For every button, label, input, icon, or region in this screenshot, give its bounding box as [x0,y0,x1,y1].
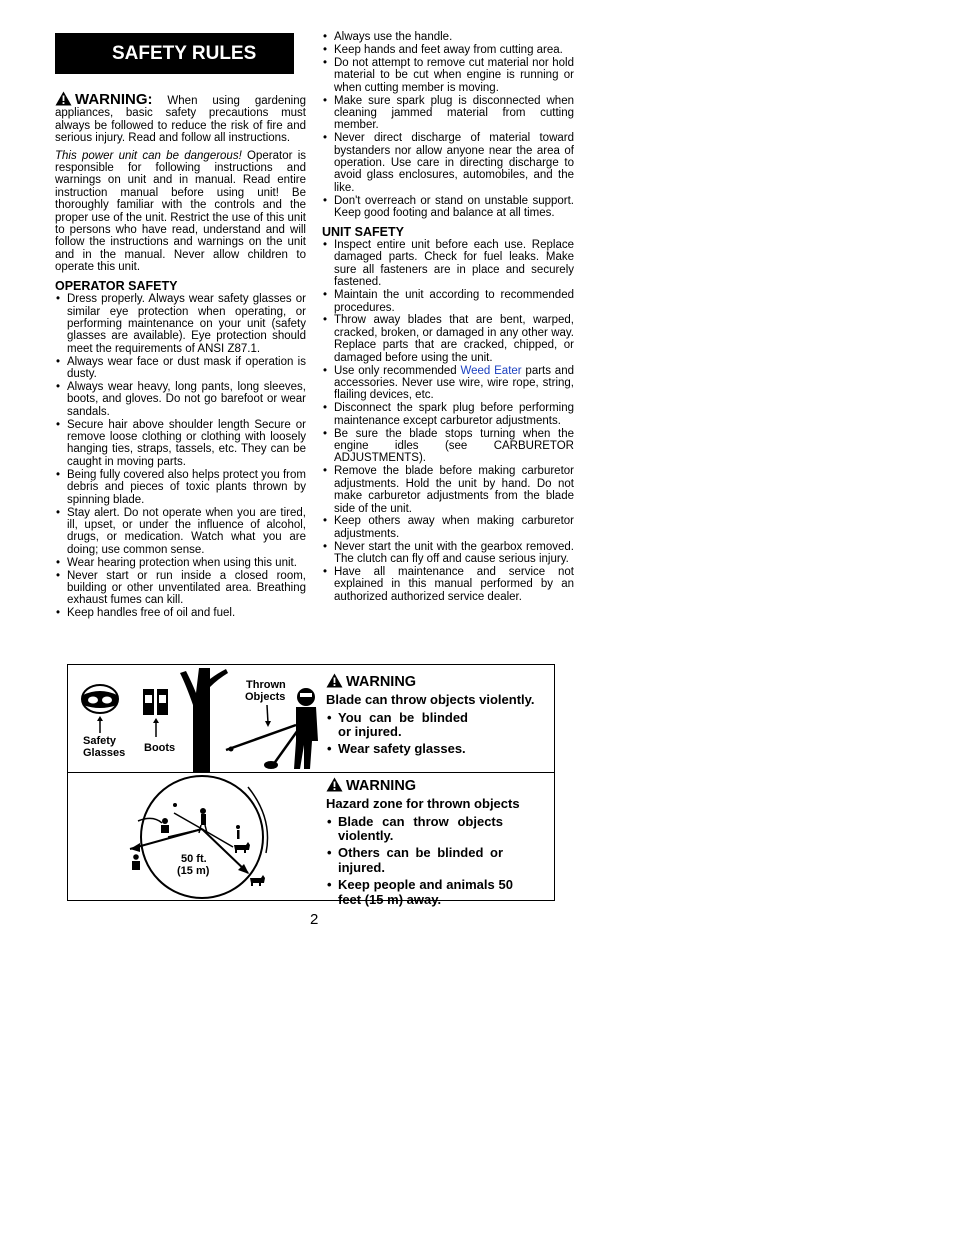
unit-safety-list [322,239,574,603]
list-item: • Never start the unit with the gearbox removed. The clutch can fly off and cause serious injury. [322,541,574,566]
warning-label: WARNING: [75,91,153,108]
list-item: • Have all maintenance and service not explained in this manual performed by an authorized authorized service dealer. [322,566,574,603]
warning-title [326,777,551,794]
list-item: • Secure hair above shoulder length Secure or remove loose clothing or clothing with loosely hanging ties, straps, tassels, etc. They can be caught in moving parts. [55,419,306,469]
list-item: • Remove the blade before making carburetor adjustments. Hold the unit by hand. Do not make carburetor adjustments from the blade side of the unit. [322,465,574,515]
thrown-label: Thrown [246,679,286,691]
distance-label-ft: 50 ft. [181,853,207,865]
person-icon [236,825,240,839]
list-item: • Being fully covered also helps protect you from debris and pieces of toxic plants thrown by spinning blade. [55,469,306,506]
tree-icon [180,668,228,772]
person-icon [132,854,140,870]
page-title: SAFETY RULES [55,33,294,74]
list-item: • Keep people and animals 50 feet (15 m) away. [326,878,513,908]
operator-safety-list [55,293,306,620]
list-item: • Never start or run inside a closed room, building or other unventilated area. Breathing exhaust fumes can kill. [55,570,306,607]
recommended-post: parts and accessories. Never use wire, wire rope, string, flailing devices, etc. [334,364,574,402]
list-item: • Inspect entire unit before each use. Replace damaged parts. Check for fuel leaks. Make sure all fasteners are in place and securely fastened. [322,239,574,289]
boots-label: Boots [144,742,176,754]
warning-intro [55,91,306,145]
warning-title-text: WARNING [346,778,417,794]
right-column [322,31,574,604]
weed-eater-link[interactable]: Weed Eater [460,364,522,377]
left-column [55,33,306,620]
list-item: • Others can be blinded or injured. [326,846,503,876]
glasses-label: Glasses [83,747,126,759]
warning-subtitle: Blade can throw objects violently. [326,691,535,707]
list-item: • Dress properly. Always wear safety glasses or similar eye protection when operating, or performing maintenance on your unit (safety glasses are available). Eye protection should meet the requirements of ANSI Z87.1. [55,293,306,355]
danger-text: Operator is responsible for following instructions and warnings on unit and in manual. Read entire instruction manual before using unit! Be thoroughly familiar with the controls and the proper use of the unit. Restrict the use of this unit to persons who have read, understand and will follow the instructions and warnings on the unit and in the manual. Never allow children to operate this unit. [55,149,306,274]
warning-intro-text: When using gardening appliances, basic safety precautions must always be followed to reduce the risk of fire and serious injury. Read and follow all instructions. [55,95,306,145]
page-number: 2 [310,911,319,928]
list-item: • Keep handles free of oil and fuel. [55,607,306,619]
dog-icon [250,875,265,886]
warning-panel-eye [326,673,551,759]
warning-panel-hazard [326,777,551,909]
warning-list [326,711,551,757]
safety-warning-figure [67,664,555,907]
danger-italic: This power unit can be dangerous! [55,149,242,162]
list-item: • Wear hearing protection when using this unit. [55,557,306,569]
warning-subtitle: Hazard zone for thrown objects [326,795,520,811]
list-item: • Wear safety glasses. [326,742,551,757]
warning-triangle-icon [55,91,72,106]
warning-triangle-icon [326,777,343,792]
boots-icon [143,689,168,737]
list-item: • Always wear face or dust mask if operation is dusty. [55,356,306,381]
general-safety-list [322,31,574,220]
list-item: • Blade can throw objects violently. [326,815,503,845]
list-item: • Maintain the unit according to recommended procedures. [322,289,574,314]
list-item: • Don't overreach or stand on unstable support. Keep good footing and balance at all times. [322,195,574,220]
unit-safety-heading: UNIT SAFETY [322,224,404,239]
hazard-zone-illustration [68,773,326,900]
danger-paragraph [55,150,306,274]
list-item: • Keep hands and feet away from cutting area. [322,44,574,56]
dog-icon [234,842,250,853]
list-item: • Keep others away when making carburetor adjustments. [322,515,574,540]
list-item: • You can be blinded or injured. [326,711,468,741]
list-item-recommended-parts [322,365,574,402]
distance-label-m: (15 m) [177,865,210,877]
objects-label: Objects [245,691,286,703]
safety-glasses-icon [82,685,118,733]
safety-label: Safety [83,735,117,747]
list-item: • Throw away blades that are bent, warped, cracked, broken, or damaged in any other way. Replace parts that are cracked, chipped, or damaged before using the unit. [322,314,574,364]
list-item: • Stay alert. Do not operate when you are tired, ill, upset, or under the influence of alcohol, drugs, or medication. Watch what you are doing; use common sense. [55,507,306,557]
list-item: • Make sure spark plug is disconnected when cleaning jammed material from cutting member. [322,95,574,132]
warning-title [326,673,551,690]
warning-triangle-icon [326,673,343,688]
warning-title-text: WARNING [346,674,417,690]
warning-list [326,815,551,908]
list-item: • Do not attempt to remove cut material nor hold material to be cut when engine is running or when cutting member is moving. [322,57,574,94]
list-item: • Be sure the blade stops turning when the engine idles (see CARBURETOR ADJUSTMENTS). [322,428,574,465]
list-item: • Never direct discharge of material toward bystanders nor allow anyone near the area of operation. Use care in directing discharge to avoid glass enclosures, automobiles, and the like. [322,132,574,194]
list-item: • Always use the handle. [322,31,574,43]
operator-safety-heading: OPERATOR SAFETY [55,278,178,293]
list-item: • Always wear heavy, long pants, long sleeves, boots, and gloves. Do not go barefoot or wear sandals. [55,381,306,418]
list-item: • Disconnect the spark plug before performing maintenance except carburetor adjustments. [322,402,574,427]
recommended-pre: Use only recommended [334,364,461,377]
